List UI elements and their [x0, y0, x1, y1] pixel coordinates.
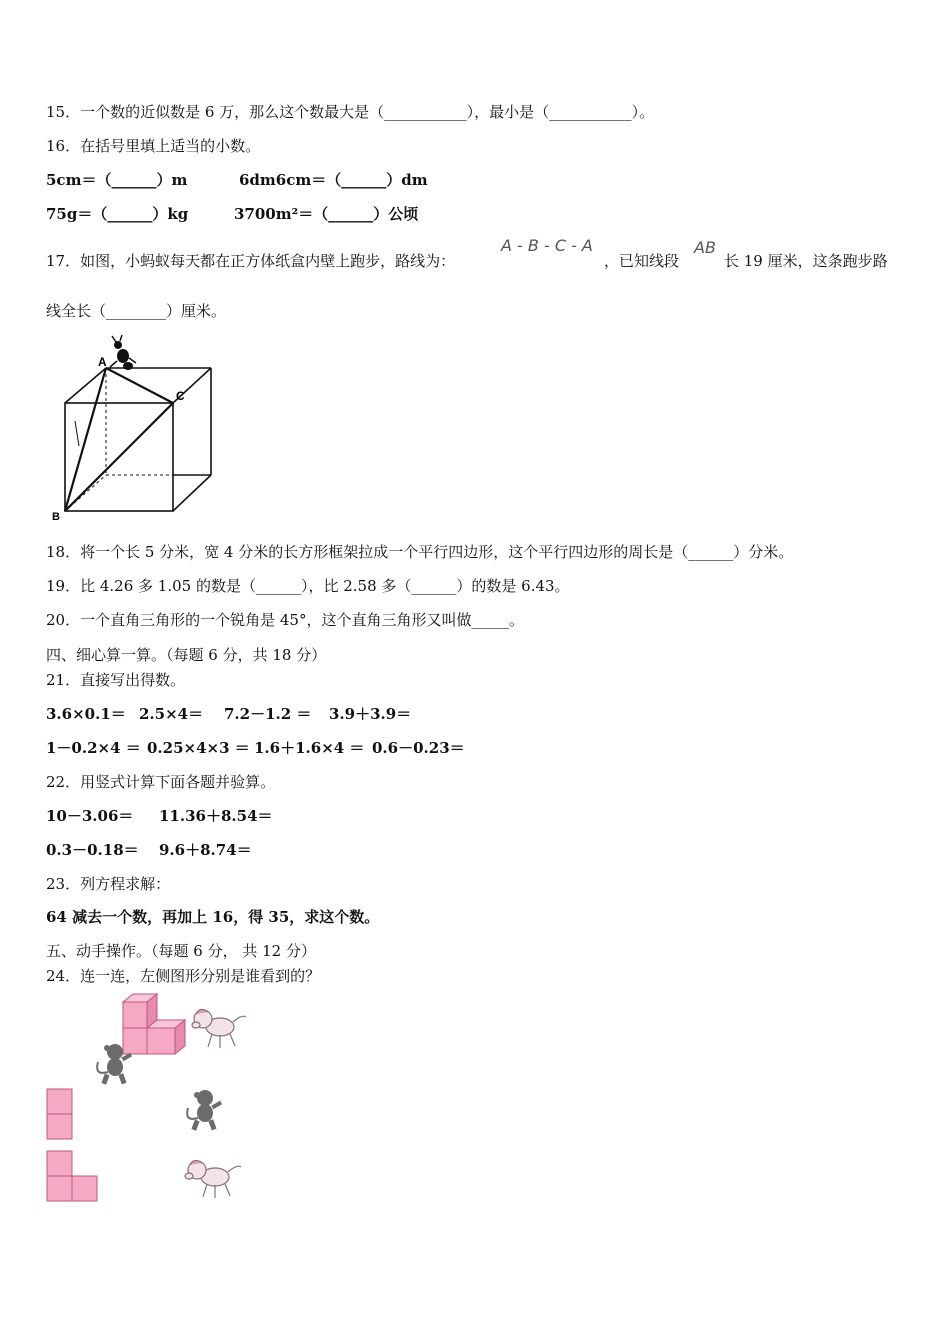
monkey-icon-2 [180, 1088, 230, 1133]
question-19: 19．比 4.26 多 1.05 的数是（______），比 2.58 多（______）的数是 6.43。 [46, 577, 570, 595]
label-b: B [52, 511, 60, 523]
question-17-text-c: 长 19 厘米，这条跑步路 [724, 252, 888, 270]
question-23-text: 64 减去一个数，再加上 16，得 35，求这个数。 [46, 908, 380, 926]
label-a: A [98, 355, 107, 369]
calc-item: 0.25×4×3 ＝ [147, 739, 250, 757]
question-16-title: 16．在括号里填上适当的小数。 [46, 137, 261, 155]
question-23-title: 23．列方程求解： [46, 875, 171, 893]
question-17-line-2: 线全长（________）厘米。 [46, 302, 227, 320]
pink-cubes [123, 994, 185, 1054]
section-5-title: 五、动手操作。（每题 6 分， 共 12 分） [46, 942, 316, 960]
question-16-row-1 [46, 170, 428, 190]
question-18: 18．将一个长 5 分米，宽 4 分米的长方形框架拉成一个平行四边形，这个平行四边形的周长是（______）分米。 [46, 543, 794, 561]
question-22-title: 22．用竖式计算下面各题并验算。 [46, 773, 276, 791]
route-formula: A - B - C - A [501, 236, 593, 255]
question-24-title: 24．连一连，左侧图形分别是谁看到的？ [46, 967, 321, 985]
question-17-text-b: ，已知线段 [604, 252, 680, 270]
calc-item: 9.6＋8.74＝ [159, 841, 252, 859]
question-20: 20．一个直角三角形的一个锐角是 45°，这个直角三角形又叫做_____。 [46, 611, 524, 629]
label-c: C [176, 389, 185, 403]
calc-item: 7.2－1.2 ＝ [224, 705, 312, 723]
calc-item: 11.36＋8.54＝ [159, 807, 273, 825]
question-16-item: 3700m²＝（______）公顷 [234, 205, 419, 223]
question-16-item: 6dm6cm＝（______）dm [239, 171, 428, 189]
segment-ab-formula: AB [694, 238, 716, 257]
calc-item: 1.6＋1.6×4 ＝ [254, 739, 365, 757]
calc-item: 3.9＋3.9＝ [329, 705, 412, 723]
question-21-row-1 [46, 704, 411, 724]
question-16-row-2 [46, 204, 418, 224]
view-shape-2 [46, 1150, 101, 1205]
dog-icon-2 [180, 1155, 245, 1205]
question-21-title: 21．直接写出得数。 [46, 671, 186, 689]
dog-icon [192, 1009, 246, 1048]
question-16-item: 75g＝（______）kg [46, 205, 189, 223]
view-shape-1 [46, 1088, 76, 1143]
ant-icon [110, 335, 136, 370]
question-16-item: 5cm＝（______）m [46, 171, 188, 189]
question-22-row-2 [46, 840, 252, 860]
calc-item: 0.3－0.18＝ [46, 841, 139, 859]
calc-item: 10－3.06＝ [46, 807, 134, 825]
question-21-row-2 [46, 738, 465, 758]
section-4-title: 四、细心算一算。（每题 6 分，共 18 分） [46, 646, 327, 664]
cube-diagram [46, 336, 221, 531]
calc-item: 2.5×4＝ [139, 705, 204, 723]
calc-item: 1－0.2×4 ＝ [46, 739, 141, 757]
question-15: 15．一个数的近似数是 6 万，那么这个数最大是（___________），最小是（___________）。 [46, 103, 655, 121]
calc-item: 0.6－0.23＝ [372, 739, 465, 757]
calc-item: 3.6×0.1＝ [46, 705, 126, 723]
q24-scene [90, 992, 255, 1087]
question-17-line-1: 17．如图，小蚂蚁每天都在正方体纸盒内壁上跑步，路线为： [46, 252, 456, 270]
question-22-row-1 [46, 806, 273, 826]
